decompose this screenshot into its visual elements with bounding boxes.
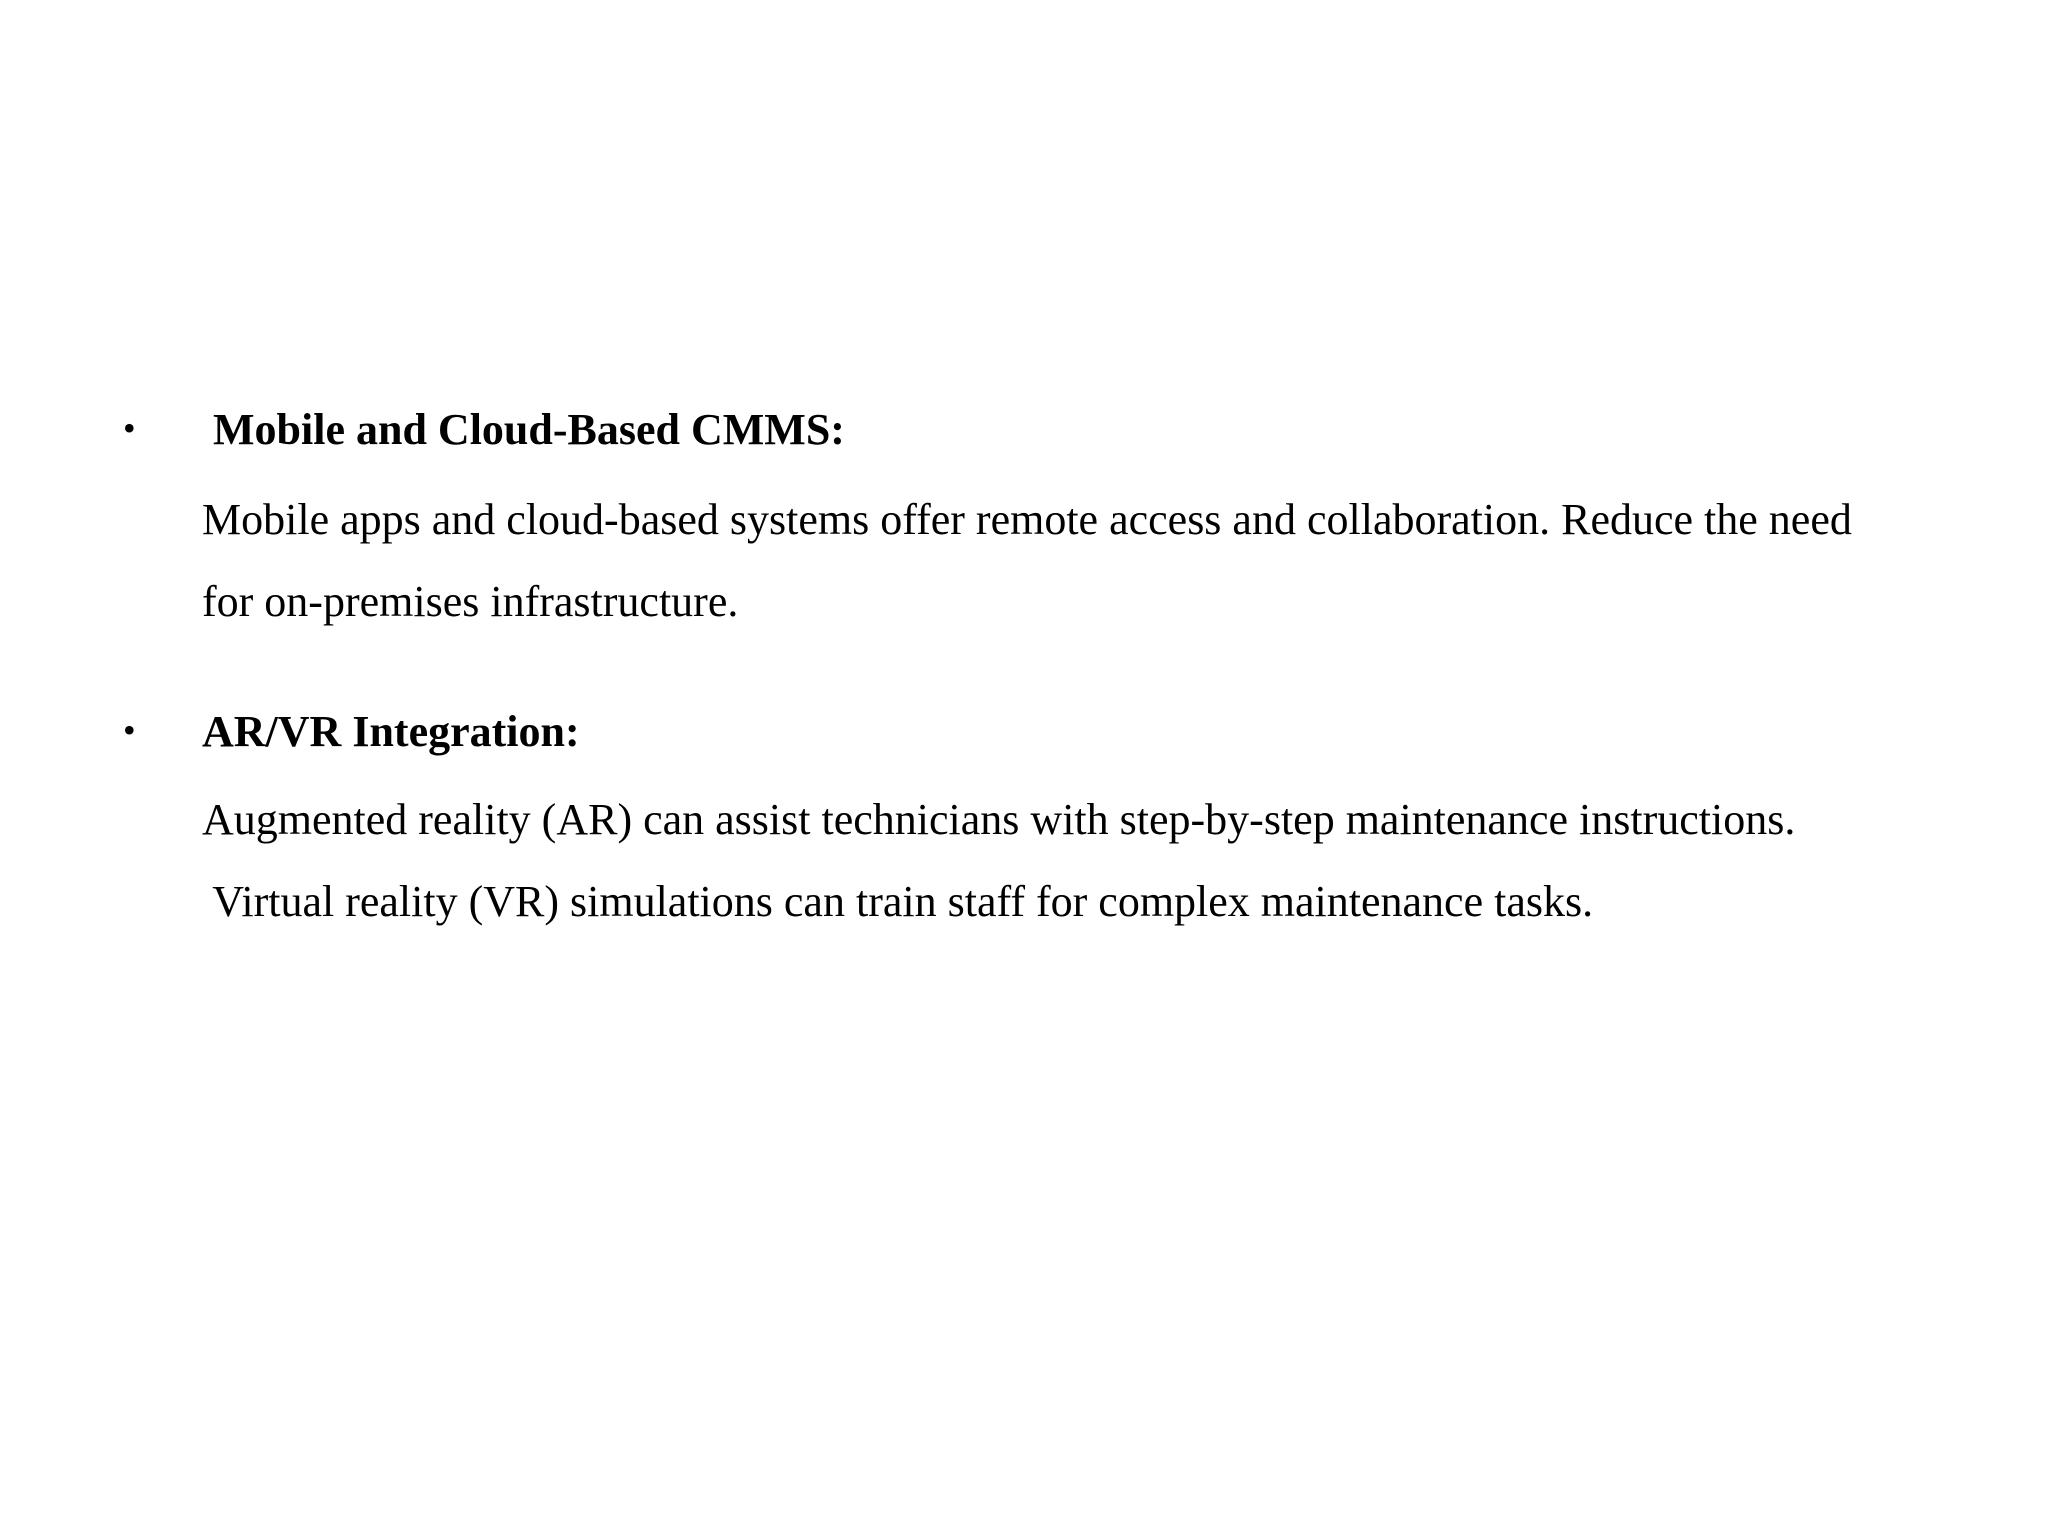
section-body-line: Augmented reality (AR) can assist technicians with step-by-step maintenance instructions.	[202, 795, 1796, 844]
section-body-line: Mobile apps and cloud-based systems offer remote access and collaboration. Reduce the need	[202, 495, 1852, 544]
section-heading-ar-vr: AR/VR Integration:	[202, 707, 580, 756]
bullet-marker: •	[123, 710, 136, 750]
bullet-marker: •	[123, 408, 136, 448]
section-heading-mobile-cloud: Mobile and Cloud-Based CMMS:	[213, 405, 845, 454]
section-body-line: for on-premises infrastructure.	[202, 577, 739, 626]
section-body-line: Virtual reality (VR) simulations can train staff for complex maintenance tasks.	[202, 877, 1594, 926]
